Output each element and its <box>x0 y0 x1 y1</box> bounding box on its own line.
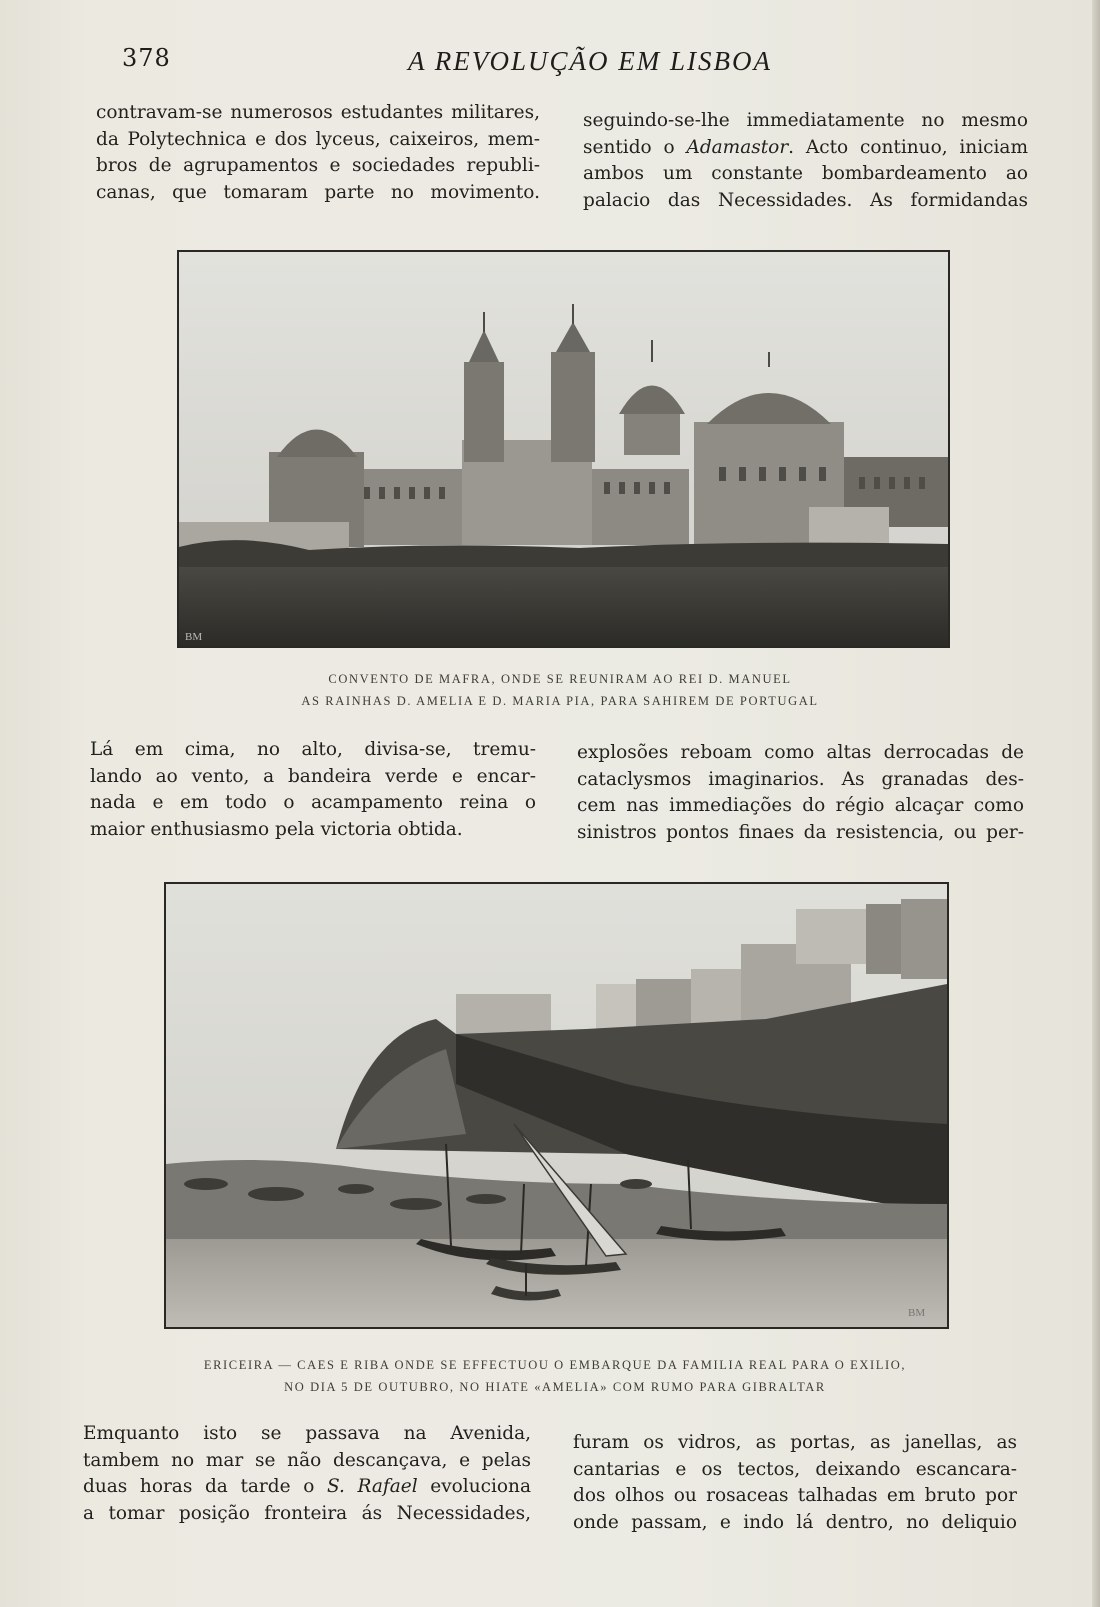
text-line: sinistros pontos finaes da resistencia, ou per- <box>577 821 1024 843</box>
page-header <box>0 40 1100 84</box>
photo-monogram: BM <box>908 1307 926 1319</box>
ship-name-s-rafael: S. Rafael <box>326 1476 418 1497</box>
text-line: canas, que tomaram parte no movimento. <box>96 181 540 203</box>
text-line: palacio das Necessidades. As formidandas <box>583 189 1028 211</box>
text-line: cem nas immediações do régio alcaçar como <box>577 795 1024 816</box>
text-line: furam os vidros, as portas, as janellas, as <box>573 1432 1017 1453</box>
photo-ericeira <box>164 882 949 1329</box>
text-line: nada e em todo o acampamento reina o <box>90 792 536 813</box>
text-fragment: duas horas da tarde o <box>83 1476 327 1497</box>
text-line: dos olhos ou rosaceas talhadas em bruto por <box>573 1485 1017 1506</box>
text-line: da Polytechnica e dos lyceus, caixeiros, mem- <box>96 128 540 150</box>
text-fragment: sentido o <box>583 136 687 158</box>
caption-ericeira <box>130 1354 980 1398</box>
page-edge <box>1092 0 1100 1607</box>
column-right-bottom <box>573 1430 1017 1536</box>
caption-line: AS RAINHAS D. AMELIA E D. MARIA PIA, PARA SAHIREM DE PORTUGAL <box>301 694 819 708</box>
caption-mafra <box>200 668 920 712</box>
text-fragment: . Acto continuo, iniciam <box>788 136 1028 158</box>
running-title: A REVOLUÇÃO EM LISBOA <box>408 46 772 76</box>
caption-line: NO DIA 5 DE OUTUBRO, NO HIATE «AMELIA» COM RUMO PARA GIBRALTAR <box>284 1380 826 1394</box>
photo-convento-mafra <box>177 250 950 648</box>
caption-line: CONVENTO DE MAFRA, ONDE SE REUNIRAM AO REI D. MANUEL <box>328 672 792 686</box>
text-line <box>583 135 1028 162</box>
caption-line: ERICEIRA — CAES E RIBA ONDE SE EFFECTUOU O EMBARQUE DA FAMILIA REAL PARA O EXILIO, <box>203 1358 907 1372</box>
text-line: maior enthusiasmo pela victoria obtida. <box>90 818 463 840</box>
ericeira-photograph <box>166 884 947 1327</box>
text-line: ambos um constante bombardeamento ao <box>583 163 1028 184</box>
ship-name-adamastor: Adamastor <box>686 136 789 158</box>
page-number: 378 <box>122 44 171 72</box>
text-line: cantarias e os tectos, deixando escancara- <box>573 1458 1017 1480</box>
text-line: seguindo-se-lhe immediatamente no mesmo <box>583 110 1028 131</box>
text-line: contravam-se numerosos estudantes militares, <box>96 102 540 123</box>
photo-monogram: BM <box>185 631 203 643</box>
text-line: Emquanto isto se passava na Avenida, <box>83 1423 531 1444</box>
text-line: bros de agrupamentos e sociedades republi- <box>96 155 540 176</box>
text-line: Lá em cima, no alto, divisa-se, tremu- <box>90 739 536 760</box>
column-left-bottom <box>83 1421 531 1527</box>
column-right-top <box>583 108 1028 214</box>
text-line: lando ao vento, a bandeira verde e encar- <box>90 765 536 787</box>
text-line <box>83 1474 531 1501</box>
text-line: a tomar posição fronteira ás Necessidades, <box>83 1502 531 1524</box>
column-left-middle <box>90 737 536 843</box>
column-right-middle <box>577 740 1024 846</box>
text-fragment: evoluciona <box>417 1476 531 1497</box>
mafra-photograph <box>179 252 948 646</box>
text-line: onde passam, e indo lá dentro, no deliquio <box>573 1511 1017 1533</box>
text-line: explosões reboam como altas derrocadas de <box>577 742 1024 763</box>
column-left-top <box>96 100 540 206</box>
text-line: cataclysmos imaginarios. As granadas des- <box>577 768 1024 790</box>
text-line: tambem no mar se não descançava, e pelas <box>83 1449 531 1471</box>
